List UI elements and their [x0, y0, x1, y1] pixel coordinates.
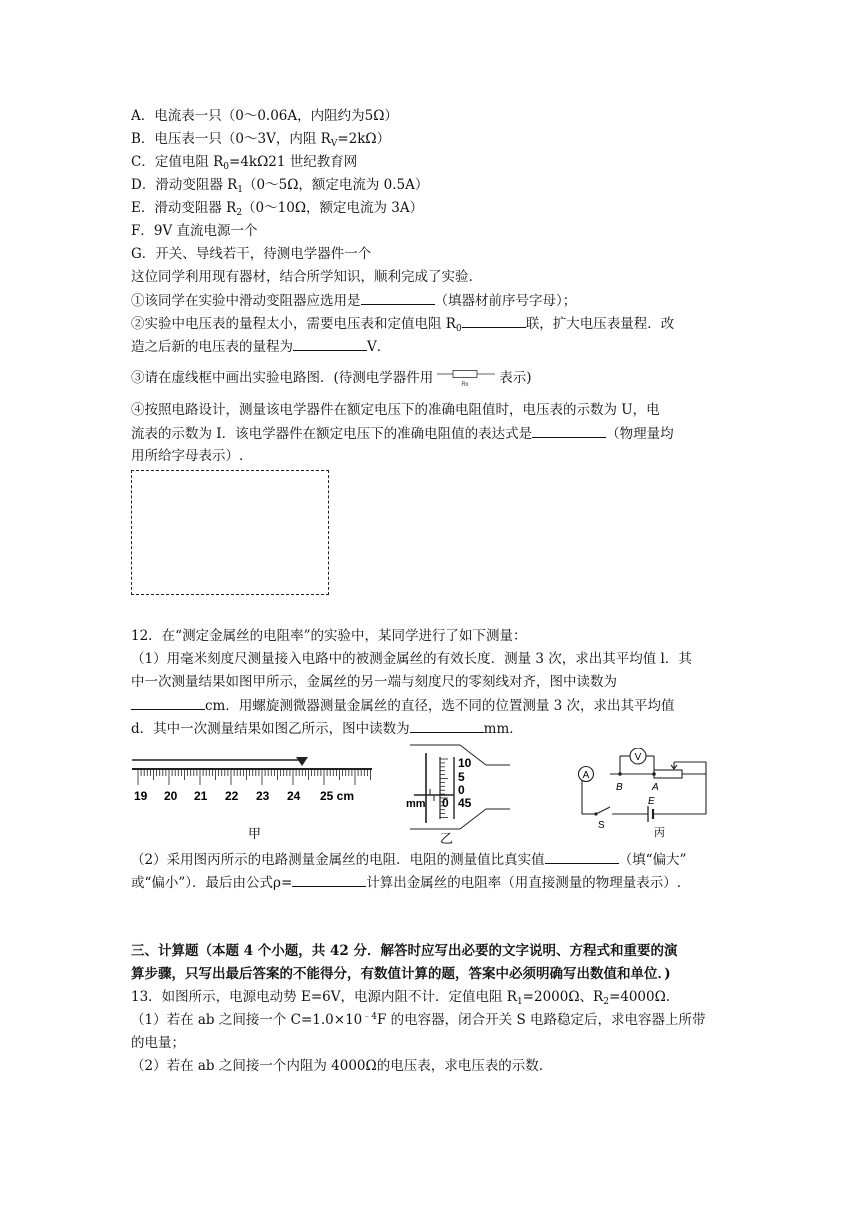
- figure-caption: 甲: [248, 826, 262, 841]
- node-a-label: A: [652, 782, 659, 793]
- q12-line3: cm．用螺旋测微器测量金属丝的直径，选不同的位置测量 3 次，求出其平均值: [131, 696, 675, 715]
- ruler-label: 20: [164, 789, 178, 803]
- q12-line4: d．其中一次测量结果如图乙所示，图中读数为 mm．: [131, 721, 523, 737]
- circuit-figure: [568, 748, 718, 838]
- ruler-ticks: [138, 769, 371, 785]
- resistor-symbol-icon: [437, 368, 495, 388]
- micrometer-label: 0: [458, 783, 465, 797]
- ruler-label: 22: [225, 789, 239, 803]
- q11-intro: 这位同学利用现有器材，结合所学知识，顺利完成了实验.: [131, 269, 473, 285]
- micrometer-zero: 0: [442, 796, 449, 810]
- ruler-figure: [128, 752, 378, 847]
- equipment-f: F．9V 直流电源一个: [131, 223, 258, 239]
- micrometer-unit: mm: [406, 798, 426, 810]
- ruler-label: 24: [287, 789, 301, 803]
- voltmeter-label: V: [634, 752, 642, 763]
- answer-blank[interactable]: [292, 873, 366, 887]
- micrometer-figure: [400, 743, 520, 848]
- q13-part2: （2）若在 ab 之间接一个内阻为 4000Ω的电压表，求电压表的示数.: [131, 1058, 543, 1074]
- q11-part2-line1: ②实验中电压表的量程太小，需要电压表和定值电阻 $R_0$ 联，扩大电压表量程．改: [131, 316, 675, 334]
- q12-line6: 或“偏小”）．最后由公式ρ= 计算出金属丝的电阻率（用直接测量的物理量表示）.: [131, 875, 682, 891]
- section3-heading-line2: 算步骤，只写出最后答案的不能得分，有数值计算的题，答案中必须明确写出数值和单位．): [131, 966, 671, 982]
- q13-part1-line2: 的电量；: [131, 1035, 185, 1051]
- figure-caption: 丙: [654, 827, 665, 838]
- answer-blank[interactable]: [410, 719, 484, 733]
- switch-icon: [596, 807, 610, 814]
- q13-stem: 13．如图所示，电源电动势 E=6V，电源内阻不计．定值电阻 $R_1=2000\Omega$、$R_2=4000\Omega$.: [131, 989, 671, 1007]
- answer-blank[interactable]: [361, 291, 435, 305]
- equipment-b: B．电压表一只（0～3V，内阻 $R_V=2k\Omega$）: [131, 131, 391, 149]
- answer-blank[interactable]: [131, 696, 205, 710]
- q12-line2: 中一次测量结果如图甲所示，金属丝的另一端与刻度尺的零刻线对齐，图中读数为: [131, 674, 617, 690]
- equipment-e: E．滑动变阻器 $R_2(0\sim 10\Omega$，额定电流为 3A）: [131, 200, 424, 218]
- q11-part3: ③请在虚线框中画出实验电路图．(待测电学器件用 Rx 表示): [131, 370, 532, 388]
- q11-part4-line2: 流表的示数为 I．该电学器件在额定电压下的准确电阻值的表达式是 （物理量均: [131, 426, 674, 442]
- equipment-g: G．开关、导线若干，待测电学器件一个: [131, 246, 372, 262]
- answer-blank[interactable]: [293, 337, 367, 351]
- ammeter-label: A: [582, 770, 590, 781]
- answer-blank[interactable]: [545, 850, 619, 864]
- equipment-c: C．定值电阻 $R_0=4k\Omega 21$ 世纪教育网: [131, 154, 358, 172]
- q12-title: 12．在“测定金属丝的电阻率”的实验中，某同学进行了如下测量：: [131, 628, 527, 644]
- ruler-label: 21: [194, 789, 208, 803]
- ruler-label: 23: [256, 789, 270, 803]
- q11-part4-line3: 用所给字母表示）.: [131, 448, 244, 464]
- circuit-drawing-box[interactable]: [131, 470, 329, 595]
- q12-line5: （2）采用图丙所示的电路测量金属丝的电阻．电阻的测量值比真实值 （填“偏大”: [131, 852, 687, 868]
- q11-part2-line2: 造之后新的电压表的量程为 V．: [131, 339, 391, 355]
- q13-part1-line1: （1）若在 ab 之间接一个 $C=1.0\times 10^{﹣4}F$ 的电容器，闭合开关 S 电路稳定后，求电容器上所带: [131, 1012, 706, 1028]
- sliding-rheostat: [654, 770, 682, 778]
- resistor-symbol-label: Rx: [461, 382, 469, 388]
- switch-label: S: [598, 820, 605, 831]
- section3-heading-line1: 三、计算题（本题 4 个小题，共 42 分．解答时应写出必要的文字说明、方程式和重要的演: [131, 943, 678, 959]
- q11-part4-line1: ④按照电路设计，测量该电学器件在额定电压下的准确电阻值时，电压表的示数为 U，电: [131, 402, 660, 418]
- equipment-d: D．滑动变阻器 $R_1(0\sim 5\Omega$，额定电流为 0.5A）: [131, 177, 429, 195]
- answer-blank[interactable]: [532, 424, 606, 438]
- wire-end-marker: [296, 757, 308, 766]
- micrometer-label: 45: [458, 796, 472, 810]
- emf-label: E: [648, 796, 655, 807]
- equipment-a: A．电流表一只（0～0.06A，内阻约为5Ω）: [131, 108, 398, 124]
- figure-caption: 乙: [440, 831, 454, 846]
- ruler-label: 25 cm: [320, 789, 355, 803]
- micrometer-label: 10: [458, 756, 472, 770]
- node-b-label: B: [616, 782, 623, 793]
- answer-blank[interactable]: [462, 314, 526, 328]
- q12-line1: （1）用毫米刻度尺测量接入电路中的被测金属丝的有效长度．测量 3 次，求出其平均值 l．其: [131, 651, 692, 667]
- ruler-label: 19: [134, 789, 148, 803]
- micrometer-label: 5: [458, 770, 465, 784]
- q11-part1: ①该同学在实验中滑动变阻器应选用是 （填器材前序号字母）；: [131, 293, 577, 309]
